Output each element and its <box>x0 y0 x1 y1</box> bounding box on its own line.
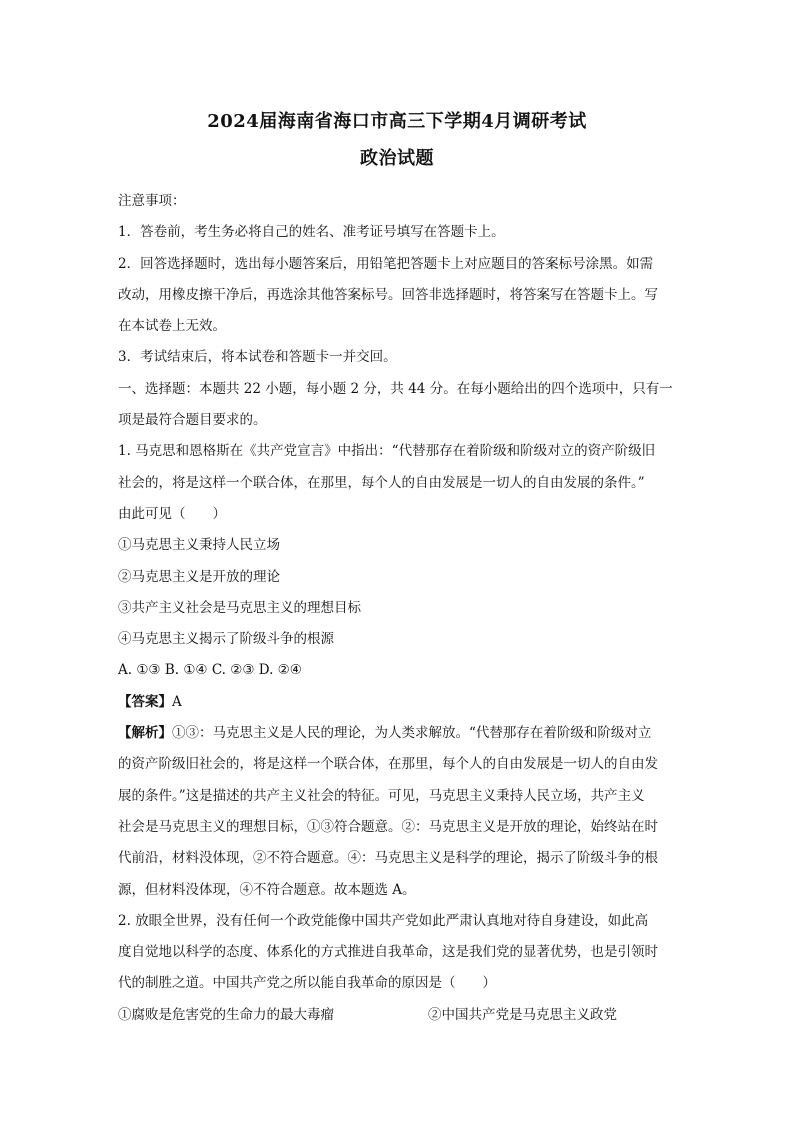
q1-option-3: ③共产主义社会是马克思主义的理想目标 <box>118 599 361 616</box>
q2-stem-line-2: 度自觉地以科学的态度、体系化的方式推进自我革命，这是我们党的显著优势，也是引领时 <box>118 944 658 961</box>
notice-heading: 注意事项： <box>118 193 186 209</box>
notice-item-2-line-1: 2．回答选择题时，选出每小题答案后，用铅笔把答题卡上对应题目的答案标号涂黑。如需 <box>118 255 654 272</box>
document-body <box>118 186 678 1031</box>
q2-options-row <box>118 1000 678 1031</box>
q1-option-1: ①马克思主义秉持人民立场 <box>118 537 280 554</box>
notice-item-2-line-3: 在本试卷上无效。 <box>118 318 226 335</box>
q1-choices: A. ①③ B. ①④ C. ②③ D. ②④ <box>118 662 302 679</box>
analysis-text: ①③：马克思主义是人民的理论，为人类求解放。“代替那存在着阶级和阶级对立 <box>172 725 652 742</box>
exam-title: 2024届海南省海口市高三下学期4月调研考试 <box>207 111 587 132</box>
q1-analysis-line-1 <box>118 718 678 749</box>
answer-label: 【答案】 <box>118 693 172 710</box>
q1-analysis-line-2: 的资产阶级旧社会的，将是这样一个联合体，在那里，每个人的自由发展是一切人的自由发 <box>118 756 658 773</box>
section-heading-line-2: 项是最符合题目要求的。 <box>118 412 267 429</box>
q1-stem-line-2: 社会的，将是这样一个联合体，在那里，每个人的自由发展是一切人的自由发展的条件。” <box>118 474 645 491</box>
q1-analysis-line-5: 代前沿，材料没体现，②不符合题意。④：马克思主义是科学的理论，揭示了阶级斗争的根 <box>118 850 658 867</box>
notice-item-2-line-2: 改动，用橡皮擦干净后，再选涂其他答案标号。回答非选择题时，将答案写在答题卡上。写 <box>118 286 658 303</box>
analysis-label: 【解析】 <box>118 725 172 742</box>
q1-answer <box>118 687 678 718</box>
q2-option-1: ①腐败是危害党的生命力的最大毒瘤 <box>118 1006 334 1023</box>
q1-option-4: ④马克思主义揭示了阶级斗争的根源 <box>118 631 334 648</box>
q2-stem-line-3: 代的制胜之道。中国共产党之所以能自我革命的原因是（ ） <box>118 975 496 992</box>
notice-item-1: 1．答卷前，考生务必将自己的姓名、准考证号填写在答题卡上。 <box>118 224 505 241</box>
answer-value: A <box>172 693 182 710</box>
exam-subtitle: 政治试题 <box>360 148 434 169</box>
notice-item-3: 3．考试结束后，将本试卷和答题卡一并交回。 <box>118 349 397 366</box>
section-heading-line-1: 一、选择题：本题共 22 小题，每小题 2 分，共 44 分。在每小题给出的四个选项中，只有一 <box>118 380 673 397</box>
q2-option-2: ②中国共产党是马克思主义政党 <box>428 1006 617 1023</box>
q1-analysis-line-3: 展的条件。”这是描述的共产主义社会的特征。可见，马克思主义秉持人民立场，共产主义 <box>118 787 645 804</box>
q1-analysis-line-6: 源，但材料没体现，④不符合题意。故本题选 A。 <box>118 881 416 898</box>
q1-stem-line-3: 由此可见（ ） <box>118 505 226 522</box>
q2-stem-line-1: 2. 放眼全世界，没有任何一个政党能像中国共产党如此严肃认真地对待自身建设，如此高 <box>118 912 649 929</box>
q1-option-2: ②马克思主义是开放的理论 <box>118 568 280 585</box>
q1-analysis-line-4: 社会是马克思主义的理想目标，①③符合题意。②：马克思主义是开放的理论，始终站在时 <box>118 818 658 835</box>
q1-stem-line-1: 1. 马克思和恩格斯在《共产党宣言》中指出：“代替那存在着阶级和阶级对立的资产阶级旧 <box>118 443 656 460</box>
